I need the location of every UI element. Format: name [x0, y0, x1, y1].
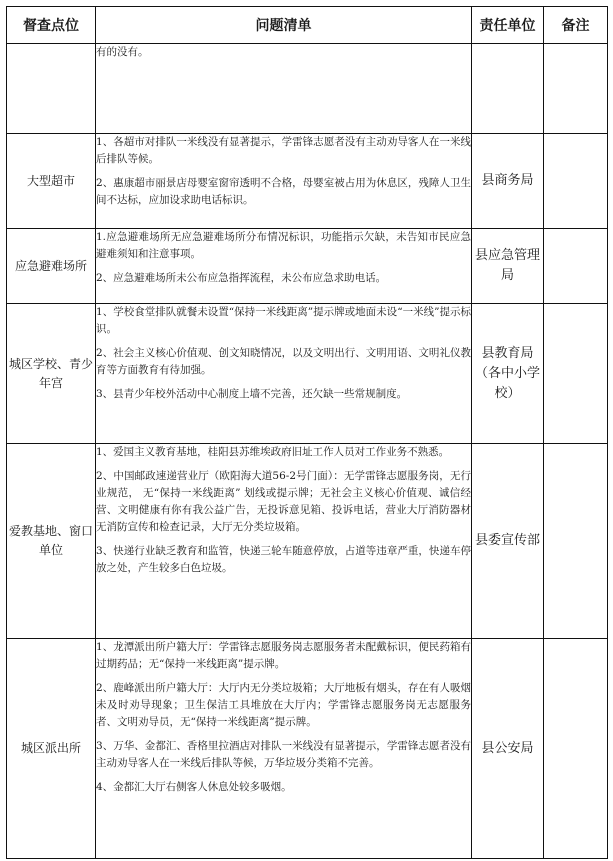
- point-cell: [7, 44, 96, 134]
- header-issues: 问题清单: [96, 7, 472, 44]
- issues-cell: [96, 44, 472, 134]
- table-row: [7, 134, 608, 229]
- issue-item: 2、鹿峰派出所户籍大厅：大厅内无分类垃圾箱；大厅地板有烟头，存在有人吸烟未及时劝导现象；卫生保洁工具堆放在大厅内；学雷锋志愿服务岗无志愿服务者、文明劝导员，无“保持一米线距离”提示牌。: [96, 682, 471, 728]
- table-row: [7, 304, 608, 444]
- issue-item: 4、金都汇大厅右侧客人休息处较多吸烟。: [96, 781, 292, 793]
- table-row: [7, 639, 608, 859]
- note-cell: [544, 134, 608, 229]
- issue-item: 2、社会主义核心价值观、创文知晓情况，以及文明出行、文明用语、文明礼仪教育等方面教育有待加强。: [96, 347, 471, 376]
- issues-cell: [96, 134, 472, 229]
- table-row: [7, 229, 608, 304]
- header-point: 督查点位: [7, 7, 96, 44]
- issue-item: 1.应急避难场所无应急避难场所分布情况标识，功能指示欠缺，未告知市民应急避难须知和注意事项。: [96, 231, 471, 260]
- issues-cell: [96, 639, 472, 859]
- issue-item: 3、县青少年校外活动中心制度上墙不完善，还欠缺一些常规制度。: [96, 388, 408, 400]
- unit-cell: 县商务局: [472, 134, 544, 229]
- header-row: [7, 7, 608, 44]
- unit-cell: 县公安局: [472, 639, 544, 859]
- point-cell: 大型超市: [7, 134, 96, 229]
- point-cell: 城区派出所: [7, 639, 96, 859]
- note-cell: [544, 229, 608, 304]
- issues-cell: [96, 229, 472, 304]
- point-cell: 城区学校、青少年宫: [7, 304, 96, 444]
- unit-cell: 县教育局（各中小学校）: [472, 304, 544, 444]
- issue-item: 1、学校食堂排队就餐未设置“保持一米线距离”提示牌或地面未设“一米线”提示标识。: [96, 306, 471, 335]
- header-note: 备注: [544, 7, 608, 44]
- issue-item: 有的没有。: [96, 46, 149, 58]
- issue-item: 1、爱国主义教育基地，桂阳县苏维埃政府旧址工作人员对工作业务不熟悉。: [96, 446, 450, 458]
- issues-cell: [96, 304, 472, 444]
- issue-item: 1、龙潭派出所户籍大厅：学雷锋志愿服务岗志愿服务者未配戴标识，便民药箱有过期药品；无“保持一米线距离”提示牌。: [96, 641, 471, 670]
- issue-item: 2、应急避难场所未公布应急指挥流程，未公布应急求助电话。: [96, 272, 387, 284]
- table-row: [7, 444, 608, 639]
- unit-cell: [472, 44, 544, 134]
- issues-cell: [96, 444, 472, 639]
- unit-cell: 县应急管理局: [472, 229, 544, 304]
- point-cell: 应急避难场所: [7, 229, 96, 304]
- header-unit: 责任单位: [472, 7, 544, 44]
- issue-item: 1、各超市对排队一米线没有显著提示，学雷锋志愿者没有主动劝导客人在一米线后排队等候。: [96, 136, 471, 165]
- issue-item: 2、惠康超市丽景店母婴室窗帘透明不合格，母婴室被占用为休息区，残障人卫生间不达标，应加设求助电话标识。: [96, 177, 471, 206]
- inspection-table: [6, 6, 608, 859]
- unit-cell: 县委宣传部: [472, 444, 544, 639]
- point-cell: 爱教基地、窗口单位: [7, 444, 96, 639]
- note-cell: [544, 304, 608, 444]
- note-cell: [544, 639, 608, 859]
- issue-item: 3、万华、金都汇、香格里拉酒店对排队一米线没有显著提示，学雷锋志愿者没有主动劝导客人在一米线后排队等候，万华垃圾分类箱不完善。: [96, 740, 471, 769]
- note-cell: [544, 444, 608, 639]
- issue-item: 3、快递行业缺乏教育和监管，快递三轮车随意停放，占道等违章严重，快递车停放之处，产生较多白色垃圾。: [96, 545, 471, 574]
- issue-item: 2、中国邮政速递营业厅（欧阳海大道56-2号门面）：无学雷锋志愿服务岗，无行业规范， 无“保持一米线距离” 划线或提示牌；无社会主义核心价值观、诚信经营、文明健康有你有我公益广告，无投诉意见箱、投诉电话，营业大厅消防器材无消防宣传和检查记录，大厅无分类垃圾箱。: [96, 470, 471, 533]
- table-row: [7, 44, 608, 134]
- note-cell: [544, 44, 608, 134]
